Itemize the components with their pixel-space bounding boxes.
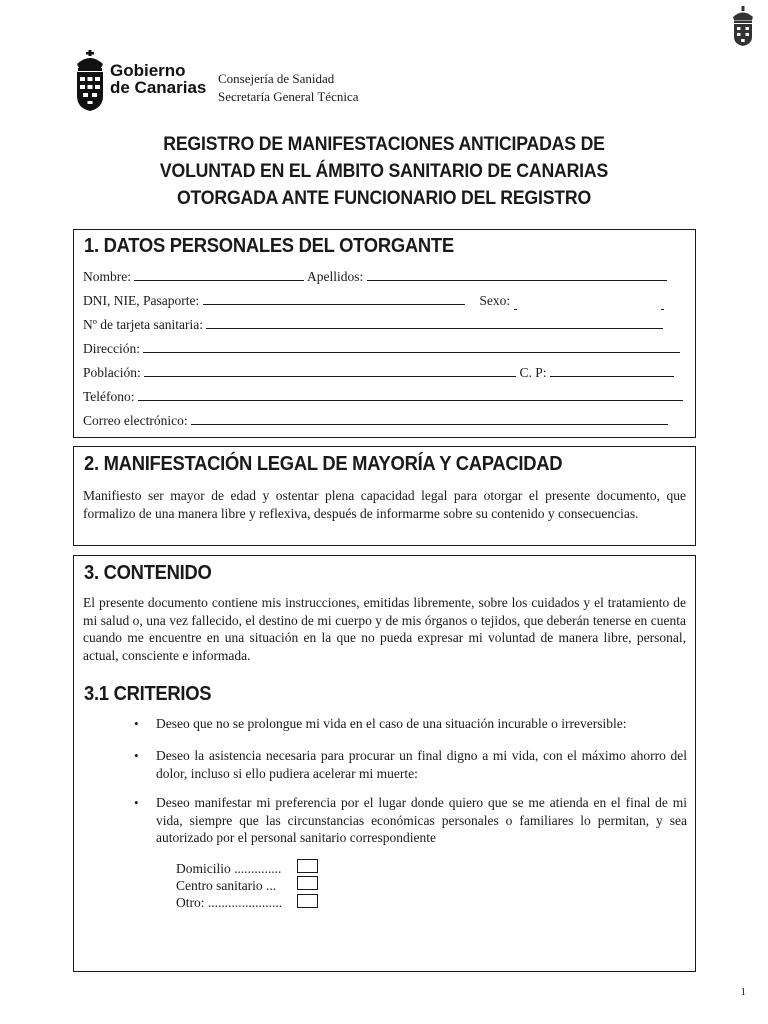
field-row-tarjeta [83,316,663,333]
bullet-icon: • [134,748,139,763]
tarjeta-label: Nº de tarjeta sanitaria: [83,317,204,332]
criterion-3 [134,794,687,847]
logo-line-2: de Canarias [110,78,207,97]
section-3-heading: 3. CONTENIDO [84,562,212,584]
section-personal-data [73,229,696,438]
page-number: 1 [740,986,746,998]
direccion-field[interactable] [143,340,680,353]
option-centro-label: Centro sanitario ... [176,878,277,893]
department-info [218,70,359,106]
option-otro-label: Otro: ...................... [176,895,283,910]
field-row-id [83,292,664,309]
logo-line-1: Gobierno [110,61,186,80]
section-1-heading: 1. DATOS PERSONALES DEL OTORGANTE [84,235,454,257]
field-row-correo [83,412,668,429]
section-content [73,555,696,972]
logo-wordmark [110,62,206,96]
tarjeta-field[interactable] [206,316,663,329]
document-title [120,131,648,212]
cp-field[interactable] [550,364,674,377]
apellidos-field[interactable] [367,268,667,281]
criterion-2-text: Deseo la asistencia necesaria para procurar un final digno a mi vida, con el máximo ahorro del dolor, incluso si ello pudiera acelerar mi muerte: [156,748,687,781]
department-line-2: Secretaría General Técnica [218,89,359,104]
apellidos-label: Apellidos: [307,269,364,284]
criterion-2 [134,747,687,782]
section-2-heading: 2. MANIFESTACIÓN LEGAL DE MAYORÍA Y CAPACIDAD [84,453,563,475]
criterion-1 [134,715,687,733]
cp-label: C. P: [519,365,547,380]
section-3-1-heading: 3.1 CRITERIOS [84,683,212,705]
option-domicilio-checkbox[interactable] [297,859,318,873]
bullet-icon: • [134,795,139,810]
sexo-field[interactable] [514,293,664,309]
nombre-field[interactable] [134,268,304,281]
title-line-3: OTORGADA ANTE FUNCIONARIO DEL REGISTRO [176,188,592,209]
criterion-3-text: Deseo manifestar mi preferencia por el lugar donde quiero que se me atienda en el final de mi vida, siempre que las circunstancias económicas personales o familiares lo permitan, y sea autorizado por el personal sanitario correspondiente [156,795,687,845]
section-2-text: Manifiesto ser mayor de edad y ostentar plena capacidad legal para otorgar el presente documento, que formalizo de una manera libre y reflexiva, después de informarme sobre su contenido y consecuencias. [83,488,686,521]
correo-field[interactable] [191,412,668,425]
corner-emblem-icon [730,6,756,46]
sexo-label: Sexo: [479,293,511,308]
field-row-direccion [83,340,680,357]
option-domicilio-label: Domicilio .............. [176,861,282,876]
coat-of-arms-icon [72,50,108,112]
option-otro-checkbox[interactable] [297,894,318,908]
telefono-field[interactable] [138,388,683,401]
direccion-label: Dirección: [83,341,140,356]
title-line-2: VOLUNTAD EN EL ÁMBITO SANITARIO DE CANARIAS [159,161,609,182]
title-line-1: REGISTRO DE MANIFESTACIONES ANTICIPADAS DE [163,134,605,155]
dni-label: DNI, NIE, Pasaporte: [83,293,200,308]
correo-label: Correo electrónico: [83,413,188,428]
section-3-text: El presente documento contiene mis instrucciones, emitidas libremente, sobre los cuidados y el tratamiento de mi salud o, una vez fallecido, el destino de mi cuerpo y de mis órganos o tejidos, que deberán tenerse en cuenta cuando me encuentre en una situación en la que no pueda expresar mi voluntad de manera libre, personal, actual, consciente e informada. [83,595,686,663]
dni-field[interactable] [203,292,465,305]
department-line-1: Consejería de Sanidad [218,71,335,86]
option-centro-checkbox[interactable] [297,876,318,890]
section-legal-capacity [73,446,696,546]
poblacion-field[interactable] [144,364,516,377]
criterion-1-text: Deseo que no se prolongue mi vida en el caso de una situación incurable o irreversible: [156,716,627,731]
field-row-poblacion [83,364,674,381]
poblacion-label: Población: [83,365,141,380]
bullet-icon: • [134,716,139,731]
field-row-name [83,268,667,285]
telefono-label: Teléfono: [83,389,135,404]
nombre-label: Nombre: [83,269,131,284]
field-row-telefono [83,388,683,405]
